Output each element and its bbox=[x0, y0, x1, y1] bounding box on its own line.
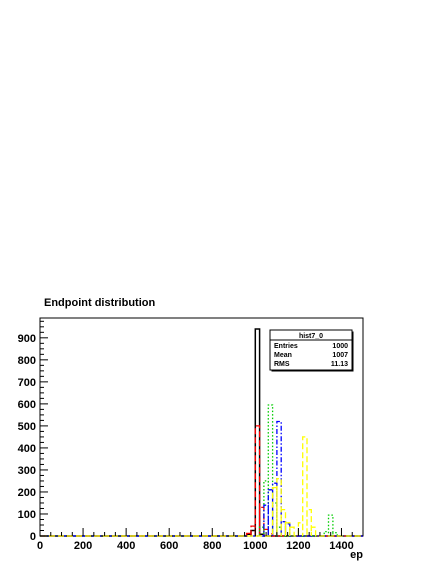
stats-row-label: Mean bbox=[274, 352, 292, 359]
x-tick-label: 600 bbox=[160, 540, 179, 552]
x-tick-label: 200 bbox=[73, 540, 93, 552]
histogram-series-2 bbox=[40, 405, 363, 536]
stats-box bbox=[270, 330, 354, 372]
x-tick-label: 1000 bbox=[243, 540, 268, 552]
stats-row-label: Entries bbox=[274, 343, 298, 350]
x-tick-label: 0 bbox=[36, 540, 44, 552]
y-tick-label: 300 bbox=[17, 464, 36, 477]
x-tick-label: 800 bbox=[203, 540, 222, 552]
y-tick-label: 400 bbox=[17, 442, 36, 455]
chart-title: Endpoint distribution bbox=[44, 297, 156, 309]
y-tick-label: 600 bbox=[17, 398, 36, 411]
x-axis-label: ep bbox=[350, 549, 363, 561]
y-tick-label: 500 bbox=[17, 420, 36, 433]
x-tick-label: 1400 bbox=[329, 540, 354, 552]
y-tick-label: 200 bbox=[17, 486, 36, 499]
y-tick-label: 800 bbox=[17, 354, 36, 367]
histogram-series-3 bbox=[40, 422, 363, 537]
stats-row-value: 1000 bbox=[332, 343, 348, 350]
y-tick-label: 900 bbox=[17, 332, 36, 345]
stats-row-value: 11.13 bbox=[330, 361, 348, 368]
y-tick-label: 700 bbox=[17, 376, 36, 389]
x-tick-label: 400 bbox=[116, 540, 136, 552]
stats-box-title: hist7_0 bbox=[298, 333, 324, 340]
y-tick-label: 100 bbox=[17, 508, 36, 521]
x-tick-label: 1200 bbox=[286, 540, 311, 552]
histogram-series-4 bbox=[40, 437, 363, 536]
stats-row-label: RMS bbox=[274, 361, 290, 368]
y-tick-label: 0 bbox=[29, 531, 36, 543]
histogram-series-1 bbox=[40, 426, 363, 536]
stats-row-value: 1007 bbox=[332, 352, 348, 359]
